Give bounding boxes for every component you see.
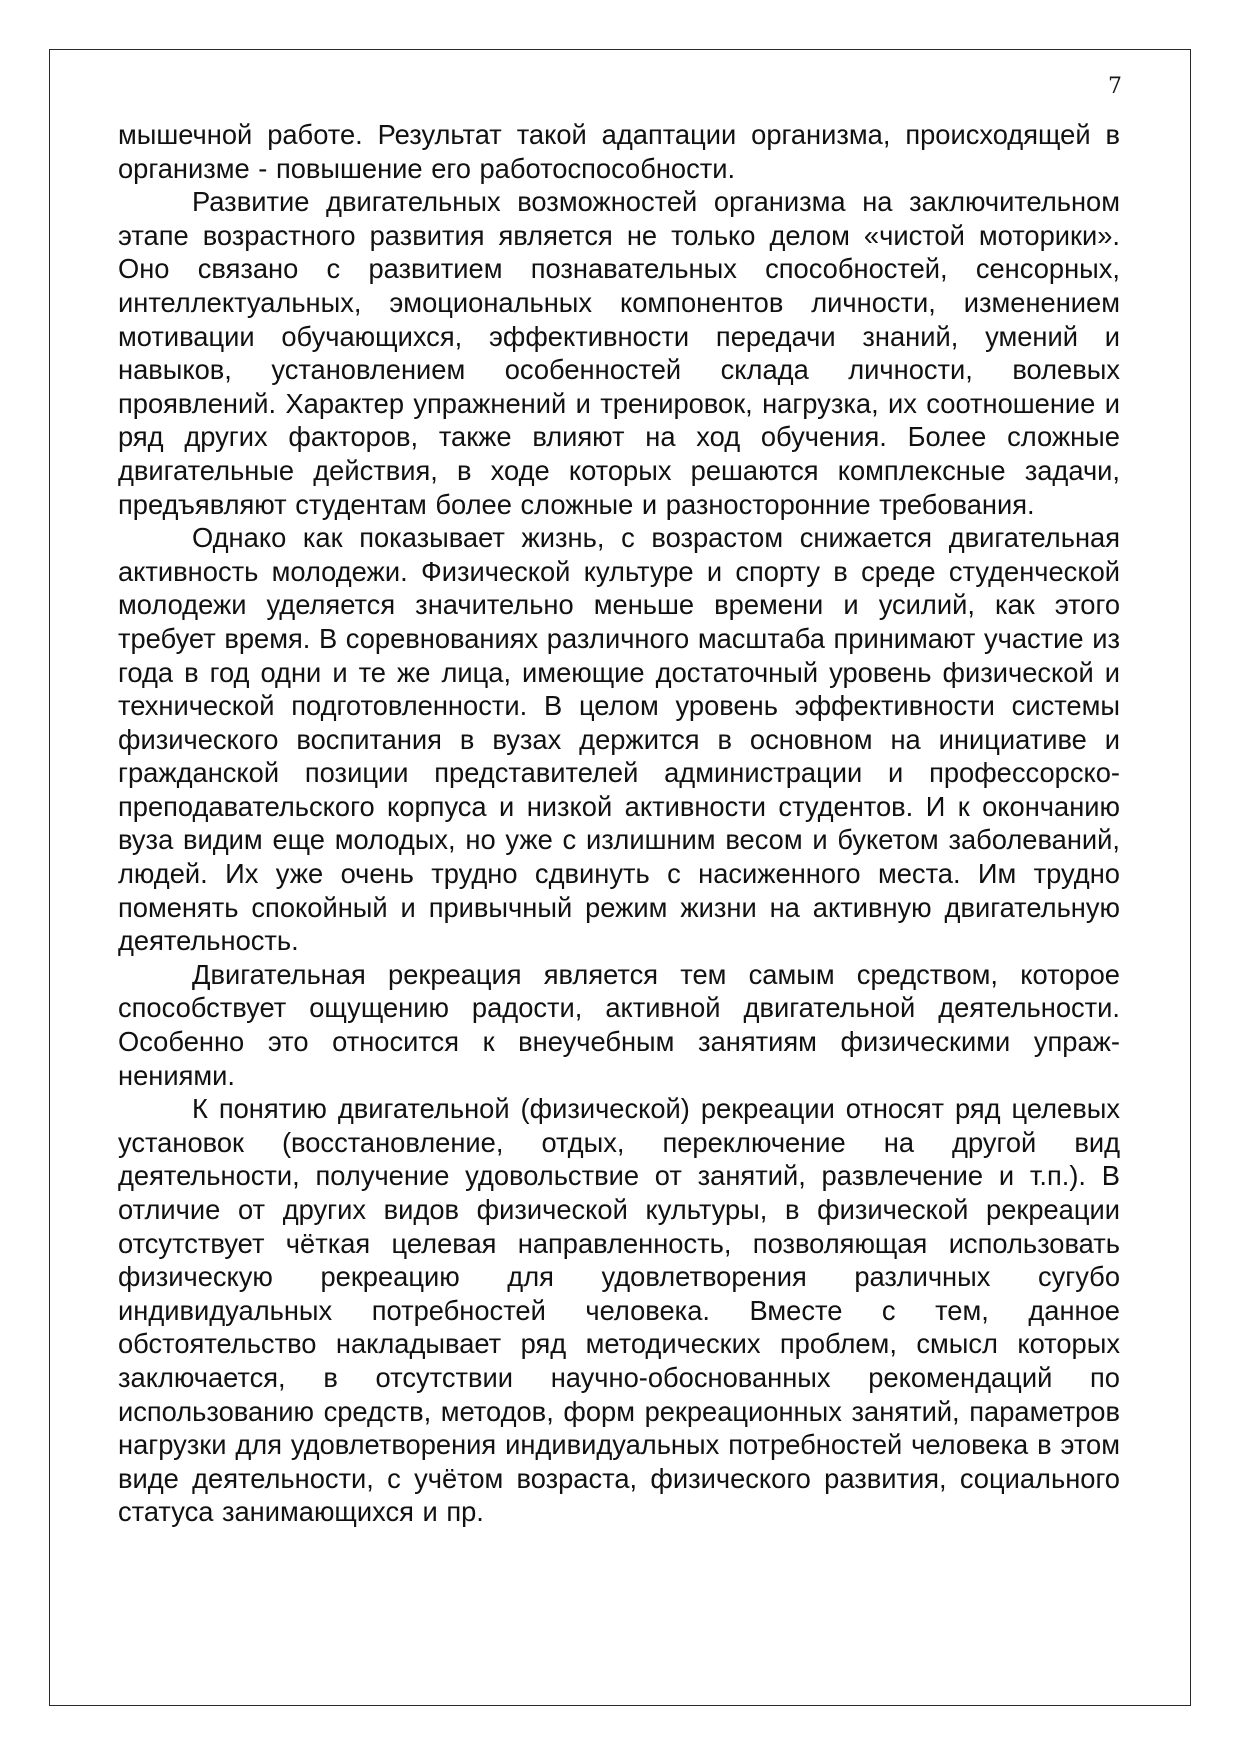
paragraph-motor-development: Развитие двигательных возможностей организма на заключительном этапе возрастного развития является не только делом «чистой моторики». Оно связано с развитием познавательных способностей, сенсорных, интеллектуальных, эмоциональных компонентов личности, изменением мотивации обучающихся, эффективности передачи знаний, умений и навыков, установлением особенностей склада личности, волевых проявлений. Характер упражнений и тренировок, нагрузка, их соотношение и ряд других факторов, также влияют на ход обучения. Более сложные двигательные действия, в ходе которых решаются комплексные задачи, предъявляют студентам более сложные и разносторонние требования. [118,186,1120,520]
paragraph-youth-activity: Однако как показывает жизнь, с возрастом снижается двигательная активность молодежи. Физической культуре и спорту в среде студенческой молодежи уделяется значительно меньше времени и усилий, как этого требует время. В соревнованиях различного масштаба принимают участие из года в год одни и те же лица, имеющие достаточный уровень физической и технической подготовленности. В целом уровень эффективности системы физического воспитания в вузах держится в основном на инициативе и гражданской позиции представителей администрации и профессорско-преподавательского корпуса и низкой активности студентов. И к окончанию вуза видим еще молодых, но уже с излишним весом и букетом заболеваний, людей. Их уже очень трудно сдвинуть с насиженного места. Им трудно поменять спокойный и привычный режим жизни на активную двигательную деятельность. [118,522,1120,957]
paragraph-continuation: мышечной работе. Результат такой адаптации организма, происходящей в организме - повышение его работоспособности. [118,119,1120,184]
body-text [118,118,1120,1529]
page-number: 7 [1108,74,1122,99]
paragraph-recreation-concept: К понятию двигательной (физической) рекреации относят ряд целевых установок (восстановление, отдых, переключение на другой вид деятельности, получение удовольствие от занятий, развлечение и т.п.). В отличие от других видов физической культуры, в физической рекреации отсутствует чёткая целевая направленность, позволяющая использовать физическую рекреацию для удовлетворения различных сугубо индивидуальных потребностей человека. Вместе с тем, данное обстоятельство накладывает ряд методических проблем, смысл которых заключается, в отсутствии научно-обоснованных рекомендаций по использованию средств, методов, форм рекреационных занятий, параметров нагрузки для удовлетворения индивидуальных потребностей человека в этом виде деятельности, с учётом возраста, физического развития, социального статуса занимающихся и пр. [118,1093,1120,1528]
paragraph-motor-recreation: Двигательная рекреация является тем самым средством, которое способствует ощущению радости, активной двигательной деятельности. Особенно это относится к внеучебным занятиям физическими упражнениями. [118,958,1120,1091]
